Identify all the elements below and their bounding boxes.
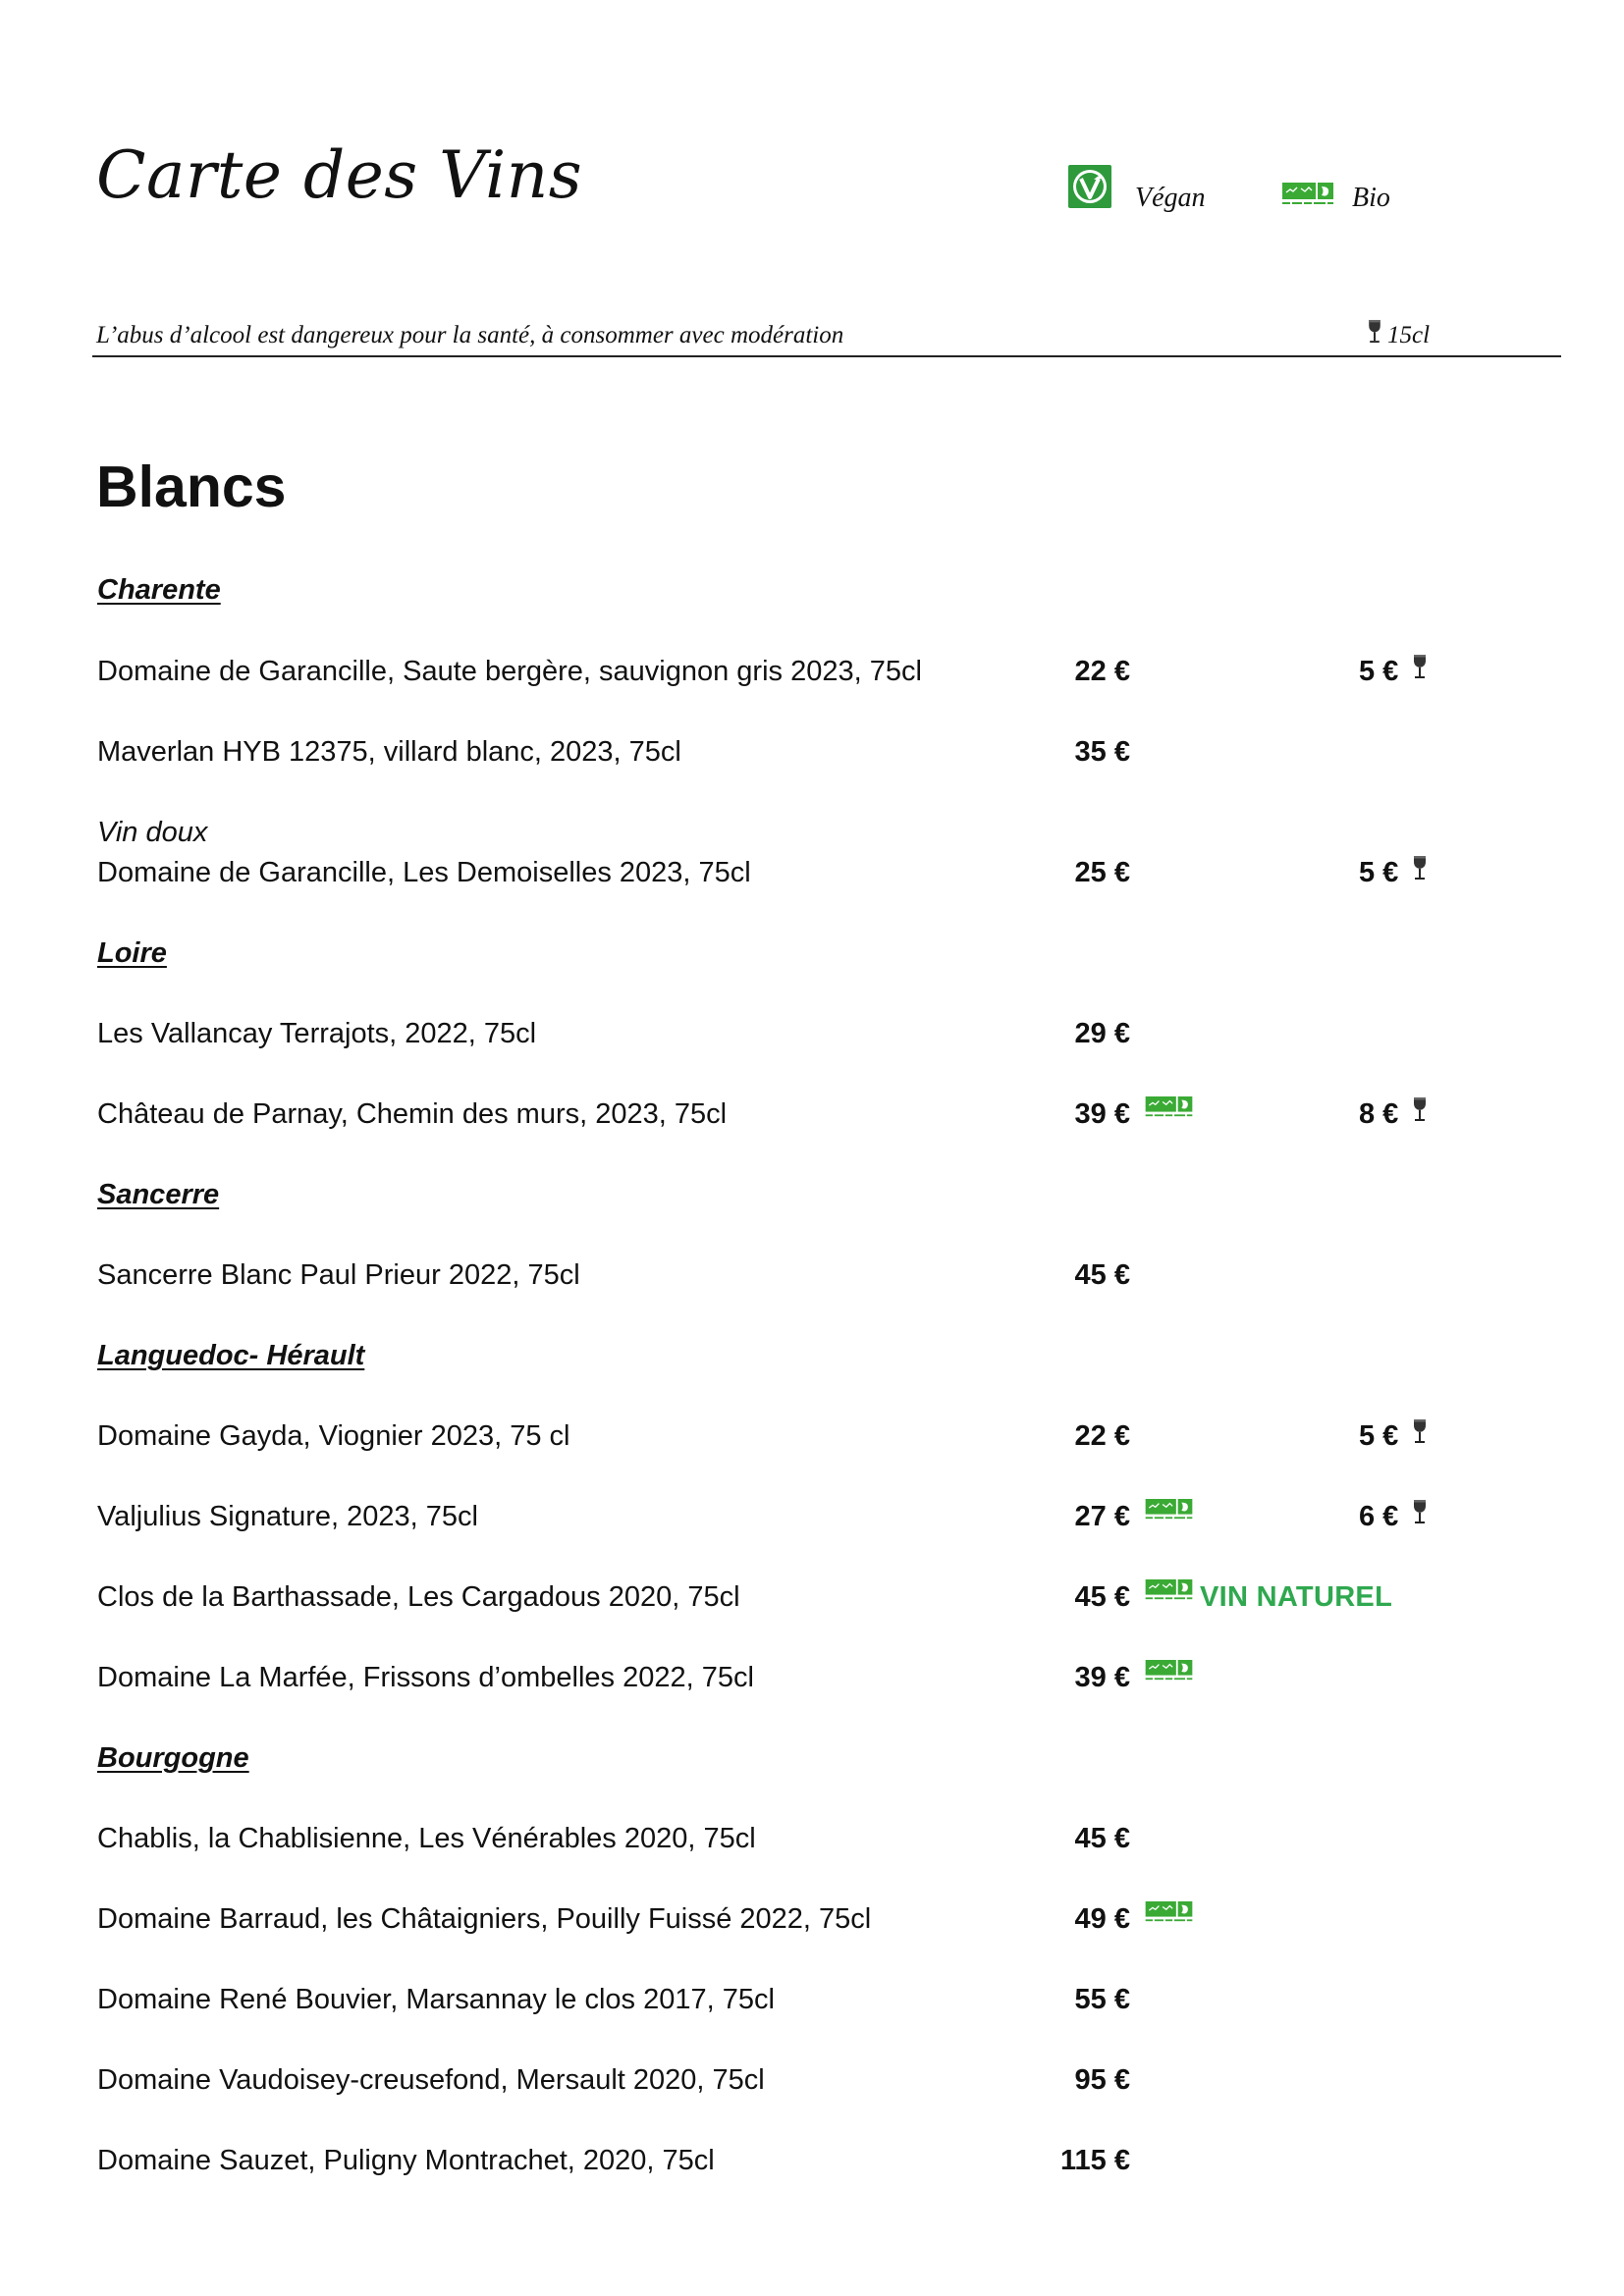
region-heading-sancerre: Sancerre (97, 1179, 220, 1210)
bottle-price: 95 € (1074, 2064, 1130, 2096)
bio-icon (1144, 1901, 1194, 1923)
wine-name: Sancerre Blanc Paul Prieur 2022, 75cl (97, 1259, 580, 1291)
bottle-price: 35 € (1074, 736, 1130, 768)
wine-name: Les Vallancay Terrajots, 2022, 75cl (97, 1018, 537, 1049)
wine-glass-icon (1412, 1499, 1428, 1525)
wine-name: Domaine Vaudoisey-creusefond, Mersault 2020, 75cl (97, 2064, 765, 2096)
wine-name: Domaine La Marfée, Frissons d’ombelles 2022, 75cl (97, 1662, 754, 1693)
bio-icon (1282, 183, 1333, 206)
region-heading-loire: Loire (97, 937, 167, 969)
bottle-price: 22 € (1074, 656, 1130, 687)
glass-price: 8 € (1359, 1098, 1399, 1130)
bottle-price: 45 € (1074, 1259, 1130, 1291)
glass-price: 5 € (1359, 1420, 1399, 1452)
bio-icon (1144, 1096, 1194, 1118)
wine-name: Domaine Sauzet, Puligny Montrachet, 2020, 75cl (97, 2145, 715, 2176)
bio-icon (1144, 1660, 1194, 1682)
bottle-price: 49 € (1074, 1903, 1130, 1935)
vegan-icon (1067, 164, 1112, 209)
section-title: Blancs (96, 454, 287, 519)
wine-glass-icon (1412, 1096, 1428, 1123)
wine-name: Chablis, la Chablisienne, Les Vénérables 2020, 75cl (97, 1823, 756, 1854)
vin-naturel-note: VIN NATUREL (1200, 1581, 1393, 1613)
bio-legend-label: Bio (1352, 183, 1390, 213)
bottle-price: 39 € (1074, 1662, 1130, 1693)
wine-glass-icon (1412, 654, 1428, 680)
glass-volume-label: 15cl (1387, 322, 1431, 348)
glass-price: 5 € (1359, 857, 1399, 888)
bottle-price: 25 € (1074, 857, 1130, 888)
bottle-price: 29 € (1074, 1018, 1130, 1049)
sublabel-vin-doux: Vin doux (97, 817, 208, 848)
page-title: Carte des Vins (96, 137, 583, 213)
bottle-price: 45 € (1074, 1823, 1130, 1854)
wine-name: Clos de la Barthassade, Les Cargadous 2020, 75cl (97, 1581, 740, 1613)
wine-name: Domaine Gayda, Viognier 2023, 75 cl (97, 1420, 570, 1452)
wine-glass-icon (1412, 1418, 1428, 1445)
region-heading-bourgogne: Bourgogne (97, 1742, 249, 1774)
wine-name: Domaine de Garancille, Les Demoiselles 2023, 75cl (97, 857, 751, 888)
alcohol-disclaimer: L’abus d’alcool est dangereux pour la santé, à consommer avec modération (96, 322, 844, 348)
header-divider (92, 355, 1561, 357)
glass-price: 6 € (1359, 1501, 1399, 1532)
bottle-price: 39 € (1074, 1098, 1130, 1130)
region-heading-languedoc: Languedoc- Hérault (97, 1340, 365, 1371)
wine-name: Domaine de Garancille, Saute bergère, sauvignon gris 2023, 75cl (97, 656, 922, 687)
bio-icon (1144, 1499, 1194, 1521)
wine-name: Valjulius Signature, 2023, 75cl (97, 1501, 478, 1532)
bottle-price: 27 € (1074, 1501, 1130, 1532)
wine-name: Domaine René Bouvier, Marsannay le clos 2017, 75cl (97, 1984, 775, 2015)
bottle-price: 45 € (1074, 1581, 1130, 1613)
wine-glass-icon (1412, 855, 1428, 881)
wine-glass-icon (1367, 319, 1382, 345)
region-heading-charente: Charente (97, 574, 221, 606)
bottle-price: 22 € (1074, 1420, 1130, 1452)
bio-icon (1144, 1579, 1194, 1601)
bottle-price: 115 € (1060, 2145, 1130, 2176)
bottle-price: 55 € (1074, 1984, 1130, 2015)
wine-name: Maverlan HYB 12375, villard blanc, 2023, 75cl (97, 736, 681, 768)
vegan-legend-label: Végan (1135, 183, 1206, 213)
glass-price: 5 € (1359, 656, 1399, 687)
wine-name: Domaine Barraud, les Châtaigniers, Pouilly Fuissé 2022, 75cl (97, 1903, 872, 1935)
wine-name: Château de Parnay, Chemin des murs, 2023, 75cl (97, 1098, 728, 1130)
